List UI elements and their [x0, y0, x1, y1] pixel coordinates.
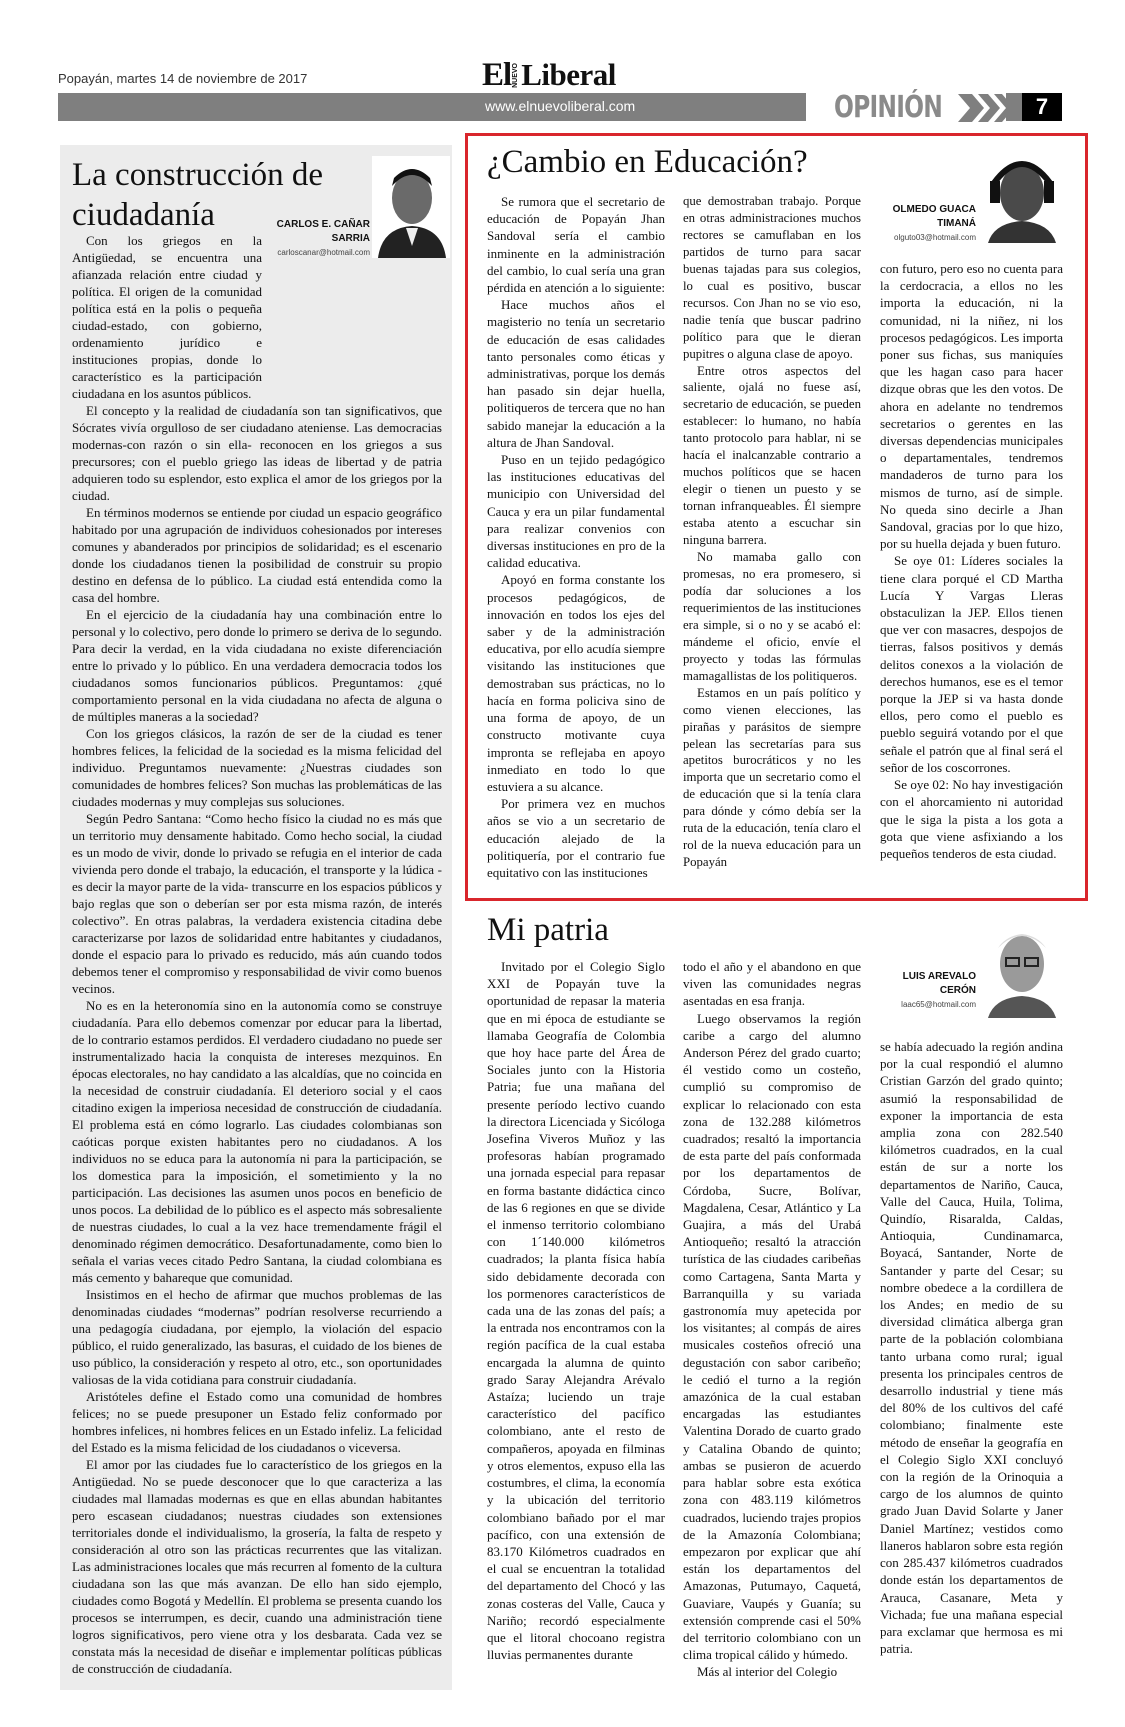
article1-paragraph: En términos modernos se entiende por ciudad un espacio geográfico habitado por una agrupación de individuos cohesionados por intereses comunes y abanderados por principios de solidaridad; es el escenario donde los ciudadanos tienen la posibilidad de construir su propio destino en defensa de lo público. La ciudad está entendida como la casa del hombre. [72, 505, 442, 605]
article2-title: ¿Cambio en Educación? [487, 144, 808, 180]
newspaper-logo [482, 57, 642, 93]
article2-author: OLMEDO GUACA TIMANÁ [892, 204, 976, 229]
article1-title: La construcción de ciudadanía [72, 157, 324, 233]
article1-paragraph: El amor por las ciudades fue lo característico de los griegos en la Antigüedad. No se puede desconocer que lo que caracteriza a las ciudades mal llamadas modernas es que en ellas abundan habitantes pero escasean ciudadanos; nuestras ciudades son extensiones territoriales donde el individualismo, la grosería, la falta de respeto y consideración al otro son las prácticas recurrentes que las vitalizan. Las administraciones locales que más recurren al fomento de la cultura ciudadana son las que más avanzan. De ello han sido ejemplo, ciudades como Bogotá y Medellín. El problema se presenta cuando los procesos se interrumpen, es decir, cuando una administración tiene logros significativos, pero viene otra y los desbarata. Cada vez se constata más la necesidad de diseñar e implementar políticas públicas de construcción de ciudadanía. [72, 1457, 442, 1676]
article1-author: CARLOS E. CAÑAR SARRIA [276, 219, 370, 244]
article1-paragraph: Aristóteles define el Estado como una comunidad de hombres felices; no se puede presuponer un Estado feliz conformado por hombres infelices, ni hombres felices en un Estado infeliz. La felicidad del Estado es la misma felicidad de los ciudadanos o viceversa. [72, 1389, 442, 1455]
site-url[interactable]: www.elnuevoliberal.com [485, 98, 636, 114]
article1-paragraph: Con los griegos clásicos, la razón de ser de la ciudad es tener hombres felices, la felicidad de la sociedad es la misma felicidad del individuo. Preguntamos nuevamente: ¿Nuestras ciudades son comunidades de hombres felices? Son muchas las problemáticas de las ciudades modernas y muy complejas sus soluciones. [72, 726, 442, 809]
article2-paragraph: Se oye 02: No hay investigación con el ahorcamiento ni autoridad que le siga la pista a los gota a gota que viene asfixiando a los pequeños tenderos de esta ciudad. [880, 777, 1063, 861]
article2-paragraph: Estamos en un país político y como vienen elecciones, las pirañas y parásitos de siempre pelean las secretarías para sus apetitos burocráticos y no les importa que un secretario como el de educación que si la tenía clara para dónde y cómo debía ser la ruta de la educación, tenía claro el rol de la nueva educación para un Popayán [683, 685, 861, 870]
article2-paragraph: No mamaba gallo con promesas, no era promesero, si podía dar soluciones a los requerimientos de las instituciones era simple, si o no y se acabó el: mándeme el oficio, envíe el proyecto y todas las fórmulas mamagallistas de los politiqueros. [683, 550, 861, 683]
article2-column-3 [880, 260, 1063, 862]
article2-paragraph: Hace muchos años el magisterio no tenía un secretario de educación de esas calidades tanto personales como éticas y administrativas, porque los demás han pasado sin dejar huella, politiqueros de tercera que no han sabido manejar la educación a la altura de Jhan Sandoval. [487, 297, 665, 450]
section-title: OPINIÓN [834, 90, 943, 125]
article1-paragraph: Según Pedro Santana: “Como hecho físico la ciudad no es más que un territorio muy densamente habitado. Como hecho social, la ciudad es un modo de vivir, donde lo privado se refugia en el interior de cada vivienda pero donde el trabajo, la educación, el transporte y la lúdica -es decir la mayor parte de la vida- transcurre en los espacios públicos y bajo reglas que son o deberían ser por esta misma razón, de interés colectivo”. En otras palabras, la verdadera existencia citadina debe caracterizarse por lazos de solidaridad entre habitantes y ciudadanos, donde el espacio para lo privado es reducido, más aún cuando todos debemos tener el compromiso y responsabilidad de vivir como buenos vecinos. [72, 811, 442, 996]
article2-column-2 [683, 193, 861, 871]
article3-author: LUIS AREVALO CERÓN [902, 971, 976, 996]
article3-column-1 [487, 958, 665, 1663]
article1-lead-paragraph: Con los griegos en la Antigüedad, se encuentra una afianzada relación entre ciudad y política. El origen de la comunidad política está en la polis o pequeña ciudad-estado, con gobierno, ordenamiento jurídico e instituciones propias, donde lo característico es la participación ciudadana en los asuntos públicos. [72, 233, 262, 401]
article3-paragraph: Luego observamos la región caribe a cargo del alumno Anderson Pérez del grado cuarto; él vestido como un costeño, cumplió su compromiso de explicar lo relacionado con esta zona de 132.288 kilómetros cuadrados; resaltó la importancia de esta parte del país conformada por los departamentos de Córdoba, Sucre, Bolívar, Magdalena, Cesar, Atlántico y La Guajira, a más del Urabá Antioqueño; resaltó la atracción turística de las ciudades caribeñas como Cartagena, Santa Marta y Barranquilla y su variada gastronomía muy apetecida por los visitantes; al compás de aires musicales costeños ofreció una degustación con sabor caribeño; le cedió el turno a la región amazónica de la cual estaban encargadas las estudiantes Valentina Dorado de cuarto grado y Catalina Obando de quinto; ambas se pusieron de acuerdo para hablar sobre esta exótica zona con 483.119 kilómetros cuadrados, luciendo trajes propios de la Amazonía Colombiana; empezaron por explicar que ahí están los departamentos del Amazonas, Putumayo, Caquetá, Guaviare, Vaupés y Guanía; su extensión comprende casi el 50% del territorio colombiano con un clima tropical cálido y húmedo. [683, 1010, 861, 1663]
portrait-icon [980, 143, 1063, 243]
portrait-icon [980, 918, 1063, 1018]
article2-email[interactable]: olguto03@hotmail.com [894, 233, 976, 242]
article3-email[interactable]: laac65@hotmail.com [901, 1000, 976, 1009]
chevron-decoration-icon [958, 94, 1018, 122]
article3-column-2 [683, 958, 861, 1681]
logo-nuevo: NUEVO [512, 63, 520, 88]
page-number: 7 [1022, 93, 1062, 121]
article1-body [72, 232, 442, 1677]
article2-paragraph: Se oye 01: Líderes sociales la tiene clara porqué el CD Martha Lucía Y Vargas Lleras obstaculizan la JEP. Ellos tienen que ver con masacres, despojos de tierras, falsos positivos y demás delitos conexos a la violación de derechos humanos, ese es el temor porque la JEP si va hasta donde ellos, pero como el pueblo es pueblo seguirá votando por el que señale el patrón que al final será el señor de los coscorrones. [880, 553, 1063, 775]
article2-paragraph: Se rumora que el secretario de educación de Popayán Jhan Sandoval sería el cambio inminente en la administración del cambio, lo cual sería una gran pérdida en atención a lo siguiente: [487, 194, 665, 296]
article3-column-3 [880, 1038, 1063, 1657]
article2-column-1 [487, 193, 665, 881]
header-date: Popayán, martes 14 de noviembre de 2017 [58, 71, 308, 86]
article3-paragraph: Invitado por el Colegio Siglo XXI de Popayán tuve la oportunidad de repasar la materia que en mi época de estudiante se llamaba Geografía de Colombia que hoy hace parte del Área de Sociales junto con la Historia Patria; fue una mañana del presente período lectivo cuando la directora Licenciada y Sicóloga Josefina Viveros Muñoz y las profesoras habían programado una jornada especial para repasar en forma bastante didáctica cinco de las 6 regiones en que se divide el inmenso territorio colombiano con 1´140.000 kilómetros cuadrados; la planta física había sido debidamente decorada con los pormenores característicos de cada una de las zonas del país; a la entrada nos encontramos con la región pacífica de la cual estaba encargada la alumna de quinto grado Saray Alejandra Arévalo Astaíza; luciendo un traje característico del pacífico colombiano, ante el resto de compañeros, apoyada en filminas y otros elementos, expuso ella las costumbres, el clima, la economía y la ubicación del territorio colombiano bañado por el mar pacífico, con una extensión de 83.170 Kilómetros cuadrados en el cual se encuentran la totalidad del departamento del Chocó y las zonas costeras del Valle, Cauca y Nariño; recordó especialmente que el litoral chocoano registra lluvias permanentes durante [487, 959, 665, 1663]
article3-paragraph: se había adecuado la región andina por la cual respondió el alumno Cristian Garzón del grado quinto; asumió la responsabilidad de exponer la importancia de esta amplia zona con 282.540 kilómetros cuadrados, en la cual están de sur a norte los departamentos de Nariño, Cauca, Valle del Cauca, Huila, Tolima, Quindío, Risaralda, Caldas, Antioquia, Cundinamarca, Boyacá, Santander, Norte de Santander y parte del Cesar; su nombre obedece a la cordillera de los Andes; en medio de su diversidad climática alberga gran parte de la población colombiana tanto urbana como rural; igual presenta los principales centros de desarrollo industrial y tiene más del 80% de los cultivos del café colombiano; finalmente este método de enseñar la geografía en el Colegio Siglo XXI concluyó con la región de la Orinoquia a cargo de los alumnos de quinto grado Juan David Solarte y Janer Daniel Martínez; vestidos como llaneros hablaron sobre esta región con 285.437 kilómetros cuadrados donde están los departamentos de Arauca, Casanare, Meta y Vichada; fue una mañana especial para exclamar que hermosa es mi patria. [880, 1039, 1063, 1657]
article3-paragraph: Más al interior del Colegio [697, 1664, 838, 1680]
article1-email[interactable]: carloscanar@hotmail.com [277, 248, 370, 257]
author-photo-luis [980, 918, 1063, 1018]
article2-paragraph: Por primera vez en muchos años se vio a un secretario de educación alejado de la politiquería, por el contrario fue equitativo con las instituciones [487, 796, 665, 880]
article2-paragraph: Apoyó en forma constante los procesos pedagógicos, de innovación en todos los ejes del saber y de la administración educativa, por ello acudía siempre visitando las instituciones que demostraban sus prácticas, no lo hacía en forma policiva sino de una forma de apoyo, de un constructo motivante cuya impronta se reflejaba en apoyo inmediato en todo lo que estuviera a su alcance. [487, 572, 665, 794]
logo-liberal: Liberal [521, 57, 616, 92]
article3-paragraph: todo el año y el abandono en que viven las comunidades negras asentadas en esa franja. [683, 959, 861, 1009]
author-photo-olmedo [980, 143, 1063, 243]
article1-paragraph: En el ejercicio de la ciudadanía hay una combinación entre lo personal y lo colectivo, pero donde lo primero se deriva de lo segundo. Para decir la verdad, en la vida ciudadana no existe diferenciación entre lo privado y lo público. En una verdadera democracia todos los ciudadanos somos funcionarios públicos. Preguntamos: ¿qué comportamiento personal en la vida ciudadana no afecta de alguna o de múltiples maneras a la sociedad? [72, 607, 442, 724]
article2-paragraph: que demostraban trabajo. Porque en otras administraciones muchos rectores se camuflaban en los partidos de turno para sacar buenas tajadas para sus colegios, lo cual es positivo, buscar recursos. Con Jhan no se vio eso, nadie tenía que buscar padrino político para que le dieran pupitres o alguna clase de apoyo. [683, 194, 861, 361]
article1-paragraph: Insistimos en el hecho de afirmar que muchos problemas de las denominadas ciudades “modernas” podrían resolverse recurriendo a una pedagogía ciudadana, por ejemplo, la violación del espacio público, el ruido generalizado, las basuras, el cuidado de los bienes de uso público, la consideración y respeto al otro, etc., son oportunidades valiosas de la vida cotidiana para construir ciudadanía. [72, 1287, 442, 1387]
article3-title: Mi patria [487, 912, 609, 948]
logo-el: El [482, 57, 512, 93]
article1-paragraph: No es en la heteronomía sino en la autonomía como se construye ciudadanía. Para ello debemos comenzar por educar para la libertad, de lo contrario estamos perdidos. El verdadero ciudadano no puede ser instrumentalizado hacia la conquista de intereses mezquinos. En épocas electorales, no hay candidato a las alcaldías, que no coincida en la necesidad de construir ciudadanía. El deterioro social y el caos citadino exigen la imperiosa necesidad de construcción de ciudadanía. El problema está en cómo lograrlo. Las ciudades colombianas son caóticas porque existen habitantes pero no ciudadanos. A los individuos no se educa para la autonomía ni para la participación, se los domestica para la imposición, el sometimiento y la no participación. Las decisiones las asumen unos pocos en beneficio de unos pocos. La debilidad de lo público es el aspecto más sobresaliente de nuestras ciudades, lo cual a la vez hace tremendamente frágil el denominado régimen democrático. Desafortunadamente, como bien lo señala el varias veces citado Pedro Santana, la ciudad colombiana es más cemento y bahareque que comunidad. [72, 998, 442, 1285]
article2-paragraph: Entre otros aspectos del saliente, ojalá no fuese así, secretario de educación, se pueden establecer: lo humano, no había tanto protocolo para hablar, ni se hacía el inalcanzable contrario a muchos políticos que se hacen elegir o tienen un puesto y se tornan infranqueables. Él siempre estaba atento a escuchar sin ninguna barrera. [683, 363, 861, 548]
article2-paragraph: con futuro, pero eso no cuenta para la cerdocracia, a ellos no les importa la educación, ni la comunidad, ni la niñez, ni los procesos pedagógicos. Les importa poner sus fichas, sus maniquíes que les hagan caso para hacer dizque obras que les den votos. De ahora en adelante no tendremos secretarios o gerentes en las diversas dependencias municipales o departamentales, tendremos mandaderos de turno para los mismos de turno, así de simple. No queda sino decirle a Jhan Sandoval, gracias por lo que hizo, por su huella dejada y buen futuro. [880, 261, 1064, 552]
article1-paragraph: El concepto y la realidad de ciudadanía son tan significativos, que Sócrates vivía orgulloso de ser ciudadano ateniense. Las democracias modernas-con razón o sin ella- reconocen en los griegos a sus precursores; con el pueblo griego las ideas de libertad y de patria adquieren todo su esplendor, esto explica el amor de los griegos por la ciudad. [72, 403, 442, 503]
article2-paragraph: Puso en un tejido pedagógico las instituciones educativas del municipio con Universidad del Cauca y era un pilar fundamental para realizar convenios con diversas instituciones en pro de la calidad educativa. [487, 452, 665, 571]
